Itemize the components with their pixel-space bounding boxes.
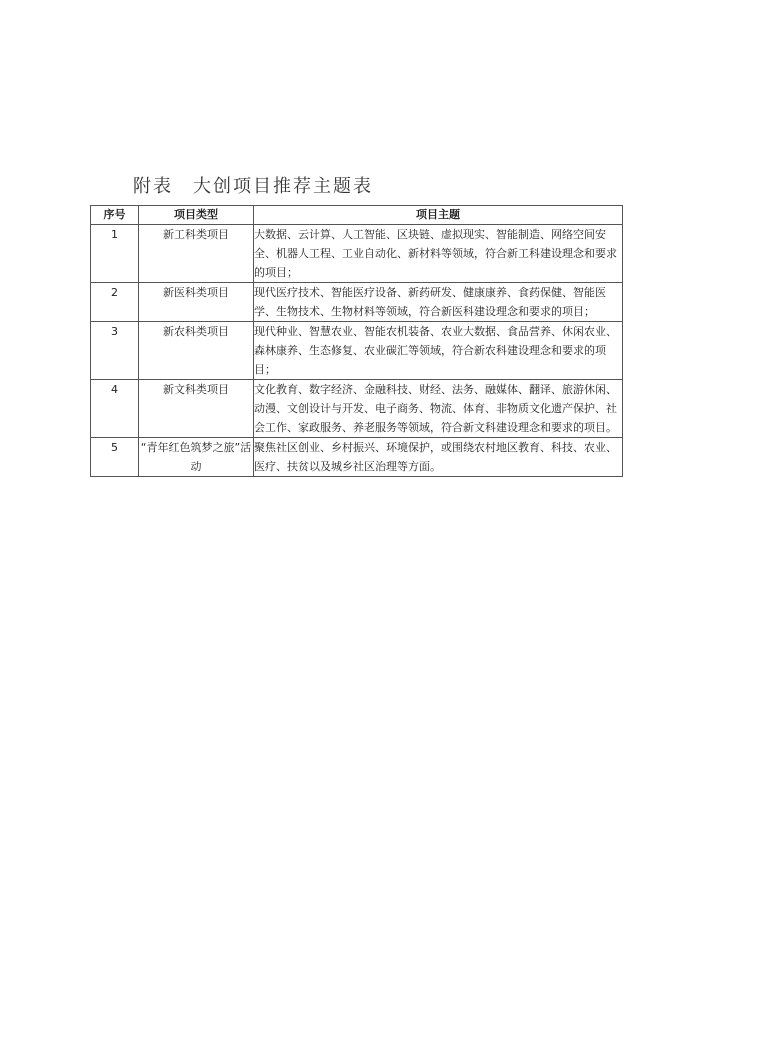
row-type: “青年红色筑梦之旅”活动	[139, 438, 254, 477]
header-type: 项目类型	[139, 206, 254, 225]
row-no: 2	[91, 283, 139, 322]
table-row	[91, 322, 623, 380]
row-topic: 现代种业、智慧农业、智能农机装备、农业大数据、食品营养、休闲农业、森林康养、生态修复、农业碳汇等领域，符合新农科建设理念和要求的项目；	[254, 322, 623, 380]
row-type: 新医科类项目	[139, 283, 254, 322]
row-no: 1	[91, 225, 139, 283]
header-no: 序号	[91, 206, 139, 225]
row-no: 3	[91, 322, 139, 380]
row-no: 4	[91, 380, 139, 438]
row-topic: 聚焦社区创业、乡村振兴、环境保护，或围绕农村地区教育、科技、农业、医疗、扶贫以及城乡社区治理等方面。	[254, 438, 623, 477]
row-type: 新文科类项目	[139, 380, 254, 438]
row-type: 新工科类项目	[139, 225, 254, 283]
document-title-prefix: 附表	[133, 176, 173, 197]
table-row	[91, 283, 623, 322]
row-topic: 现代医疗技术、智能医疗设备、新药研发、健康康养、食药保健、智能医学、生物技术、生物材料等领域，符合新医科建设理念和要求的项目；	[254, 283, 623, 322]
row-topic: 大数据、云计算、人工智能、区块链、虚拟现实、智能制造、网络空间安全、机器人工程、工业自动化、新材料等领域，符合新工科建设理念和要求的项目；	[254, 225, 623, 283]
table-row	[91, 438, 623, 477]
row-type: 新农科类项目	[139, 322, 254, 380]
table-row	[91, 380, 623, 438]
table-row	[91, 225, 623, 283]
document-title	[133, 172, 373, 198]
row-topic: 文化教育、数字经济、金融科技、财经、法务、融媒体、翻译、旅游休闲、动漫、文创设计与开发、电子商务、物流、体育、非物质文化遗产保护、社会工作、家政服务、养老服务等领域，符合新文科建设理念和要求的项目。	[254, 380, 623, 438]
header-topic: 项目主题	[254, 206, 623, 225]
table-header-row	[91, 206, 623, 225]
document-title-main: 大创项目推荐主题表	[193, 176, 373, 197]
topics-table	[90, 205, 623, 477]
row-no: 5	[91, 438, 139, 477]
